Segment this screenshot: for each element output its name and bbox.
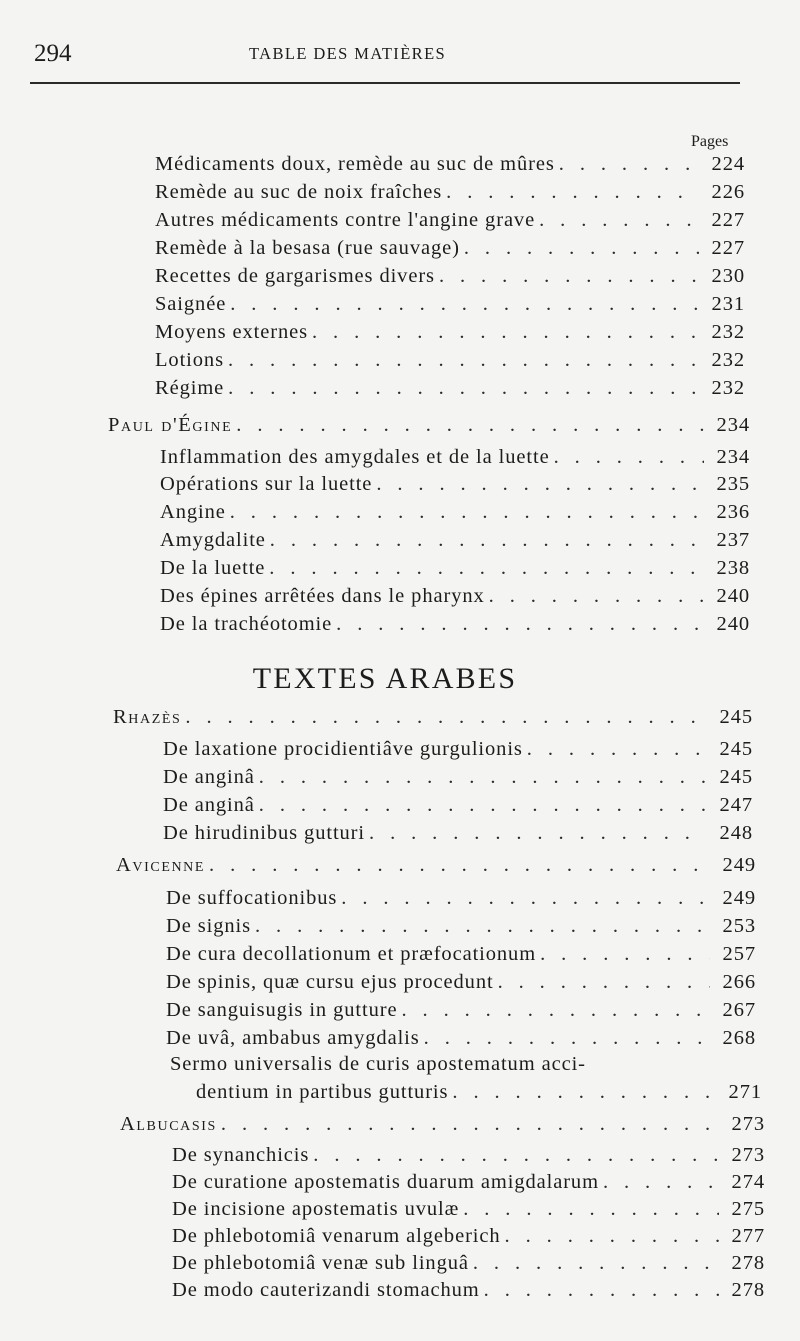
leader-dots — [185, 706, 707, 729]
toc-entry-page: 245 — [719, 738, 753, 760]
leader-dots — [230, 293, 699, 316]
section-title: TEXTES ARABES — [252, 662, 518, 695]
leader-dots — [230, 501, 704, 524]
toc-entry — [166, 971, 756, 999]
toc-entry — [160, 446, 750, 474]
toc-entry-title: Médicaments doux, remède au suc de mûres — [155, 153, 555, 175]
leader-dots — [221, 1113, 719, 1136]
page-number: 294 — [34, 40, 72, 67]
toc-entry-page: 227 — [711, 209, 745, 231]
toc-entry-title: dentium in partibus gutturis — [196, 1081, 449, 1103]
leader-dots — [498, 971, 710, 994]
toc-entry — [155, 209, 745, 237]
toc-entry-page: 273 — [731, 1144, 765, 1166]
toc-entry-page: 275 — [731, 1198, 765, 1220]
toc-entry — [172, 1198, 765, 1226]
toc-entry-title: De anginâ — [163, 766, 255, 788]
toc-entry — [160, 501, 750, 529]
toc-author-name: Paul d'Égine — [108, 414, 233, 436]
leader-dots — [603, 1171, 719, 1194]
toc-entry-title: Saignée — [155, 293, 227, 315]
leader-dots — [464, 237, 699, 260]
leader-dots — [539, 209, 699, 232]
toc-entry-page: 247 — [719, 794, 753, 816]
toc-entry-title: De signis — [166, 915, 251, 937]
toc-entry-title: Autres médicaments contre l'angine grave — [155, 209, 536, 231]
toc-entry-title: Lotions — [155, 349, 224, 371]
leader-dots — [463, 1198, 719, 1221]
toc-entry — [160, 613, 750, 641]
toc-entry-page: 236 — [716, 501, 750, 523]
toc-entry-title: De uvâ, ambabus amygdalis — [166, 1027, 420, 1049]
toc-entry-title: Remède à la besasa (rue sauvage) — [155, 237, 460, 259]
toc-entry-page: 245 — [719, 706, 753, 728]
toc-entry — [163, 738, 753, 766]
toc-entry-page: 240 — [716, 613, 750, 635]
toc-entry-title: De laxatione procidientiâve gurgulionis — [163, 738, 523, 760]
toc-entry — [155, 377, 745, 405]
toc-entry — [155, 265, 745, 293]
toc-entry-page: 249 — [722, 887, 756, 909]
toc-entry-title: Remède au suc de noix fraîches — [155, 181, 443, 203]
toc-entry-page: 232 — [711, 377, 745, 399]
toc-entry — [172, 1225, 765, 1253]
toc-entry-title: Inflammation des amygdales et de la luette — [160, 446, 550, 468]
toc-entry-title: Angine — [160, 501, 226, 523]
toc-entry-title: De cura decollationum et præfocationum — [166, 943, 537, 965]
page-header — [0, 0, 800, 90]
toc-entry-title: De suffocationibus — [166, 887, 338, 909]
toc-entry-page: 277 — [731, 1225, 765, 1247]
toc-entry — [163, 822, 753, 850]
toc-entry-page: 271 — [728, 1081, 762, 1103]
toc-entry — [166, 915, 756, 943]
toc-entry-title: De hirudinibus gutturi — [163, 822, 366, 844]
toc-author-avicenne — [116, 854, 756, 882]
toc-entry-page: 249 — [722, 854, 756, 876]
toc-entry-title: De la luette — [160, 557, 266, 579]
toc-entry-page: 230 — [711, 265, 745, 287]
toc-entry — [172, 1171, 765, 1199]
toc-entry — [160, 585, 750, 613]
running-title: TABLE DES MATIÈRES — [249, 44, 447, 63]
toc-entry-title: De incisione apostematis uvulæ — [172, 1198, 460, 1220]
leader-dots — [484, 1279, 719, 1302]
toc-entry — [166, 943, 756, 971]
toc-entry-long-line1: Sermo universalis de curis apostematum acci- — [170, 1053, 586, 1075]
toc-entry-page: 234 — [716, 446, 750, 468]
leader-dots — [236, 414, 704, 437]
toc-author-name: Rhazès — [113, 706, 182, 728]
toc-entry-page: 257 — [722, 943, 756, 965]
toc-entry-page: 226 — [711, 181, 745, 203]
leader-dots — [255, 915, 710, 938]
toc-entry — [155, 237, 745, 265]
leader-dots — [269, 557, 704, 580]
leader-dots — [312, 321, 699, 344]
leader-dots — [259, 766, 707, 789]
toc-entry-title: De modo cauterizandi stomachum — [172, 1279, 480, 1301]
toc-entry-page: 224 — [711, 153, 745, 175]
header-rule — [30, 82, 740, 84]
toc-entry — [160, 529, 750, 557]
leader-dots — [559, 153, 699, 176]
toc-entry — [172, 1252, 765, 1280]
leader-dots — [228, 349, 699, 372]
leader-dots — [313, 1144, 719, 1167]
toc-entry-page: 232 — [711, 349, 745, 371]
toc-entry-title: De synanchicis — [172, 1144, 310, 1166]
leader-dots — [452, 1081, 716, 1104]
toc-entry — [160, 473, 750, 501]
toc-entry-page: 273 — [731, 1113, 765, 1135]
toc-entry-page: 240 — [716, 585, 750, 607]
toc-entry — [196, 1081, 762, 1109]
leader-dots — [336, 613, 704, 636]
toc-entry-page: 278 — [731, 1252, 765, 1274]
leader-dots — [505, 1225, 719, 1248]
toc-entry-page: 238 — [716, 557, 750, 579]
toc-entry — [160, 557, 750, 585]
leader-dots — [527, 738, 707, 761]
toc-entry-page: 234 — [716, 414, 750, 436]
toc-author-rhazes — [113, 706, 753, 734]
toc-entry-title: Opérations sur la luette — [160, 473, 373, 495]
toc-author-name: Albucasis — [120, 1113, 217, 1135]
leader-dots — [270, 529, 704, 552]
leader-dots — [489, 585, 704, 608]
leader-dots — [341, 887, 710, 910]
toc-entry — [155, 293, 745, 321]
toc-entry-page: 237 — [716, 529, 750, 551]
toc-entry — [155, 321, 745, 349]
toc-entry-page: 268 — [722, 1027, 756, 1049]
leader-dots — [424, 1027, 710, 1050]
leader-dots — [228, 377, 699, 400]
leader-dots — [554, 446, 704, 469]
toc-entry-page: 235 — [716, 473, 750, 495]
toc-entry-page: 227 — [711, 237, 745, 259]
leader-dots — [369, 822, 707, 845]
toc-author-name: Avicenne — [116, 854, 206, 876]
toc-entry-title: Régime — [155, 377, 225, 399]
toc-entry-page: 232 — [711, 321, 745, 343]
toc-entry — [155, 181, 745, 209]
toc-entry-page: 274 — [731, 1171, 765, 1193]
toc-entry — [172, 1279, 765, 1307]
leader-dots — [376, 473, 704, 496]
leader-dots — [540, 943, 710, 966]
leader-dots — [473, 1252, 719, 1275]
toc-entry-title: De phlebotomiâ venarum algeberich — [172, 1225, 501, 1247]
toc-author-albucasis — [120, 1113, 765, 1141]
toc-entry-title: Amygdalite — [160, 529, 266, 551]
toc-entry-page: 267 — [722, 999, 756, 1021]
leader-dots — [209, 854, 710, 877]
toc-entry-title: De anginâ — [163, 794, 255, 816]
pages-column-label: Pages — [691, 133, 729, 150]
toc-entry-title: De la trachéotomie — [160, 613, 333, 635]
toc-entry — [163, 794, 753, 822]
toc-entry-page: 231 — [711, 293, 745, 315]
toc-entry-page: 245 — [719, 766, 753, 788]
toc-entry-title: De curatione apostematis duarum amigdalarum — [172, 1171, 599, 1193]
leader-dots — [446, 181, 699, 204]
toc-entry — [163, 766, 753, 794]
toc-entry-title: De phlebotomiâ venæ sub linguâ — [172, 1252, 469, 1274]
toc-entry — [155, 349, 745, 377]
leader-dots — [439, 265, 699, 288]
toc-entry-title: De spinis, quæ cursu ejus procedunt — [166, 971, 494, 993]
toc-entry-page: 253 — [722, 915, 756, 937]
toc-entry — [172, 1144, 765, 1172]
toc-entry-title: Des épines arrêtées dans le pharynx — [160, 585, 485, 607]
toc-author-paul — [108, 414, 750, 442]
leader-dots — [259, 794, 707, 817]
toc-entry — [166, 1027, 756, 1055]
toc-entry-page: 266 — [722, 971, 756, 993]
leader-dots — [401, 999, 710, 1022]
toc-entry-page: 278 — [731, 1279, 765, 1301]
toc-entry — [166, 999, 756, 1027]
toc-entry — [155, 153, 745, 181]
toc-entry-title: Moyens externes — [155, 321, 308, 343]
toc-entry — [166, 887, 756, 915]
toc-entry-title: De sanguisugis in gutture — [166, 999, 398, 1021]
toc-entry-page: 248 — [719, 822, 753, 844]
toc-entry-title: Recettes de gargarismes divers — [155, 265, 435, 287]
